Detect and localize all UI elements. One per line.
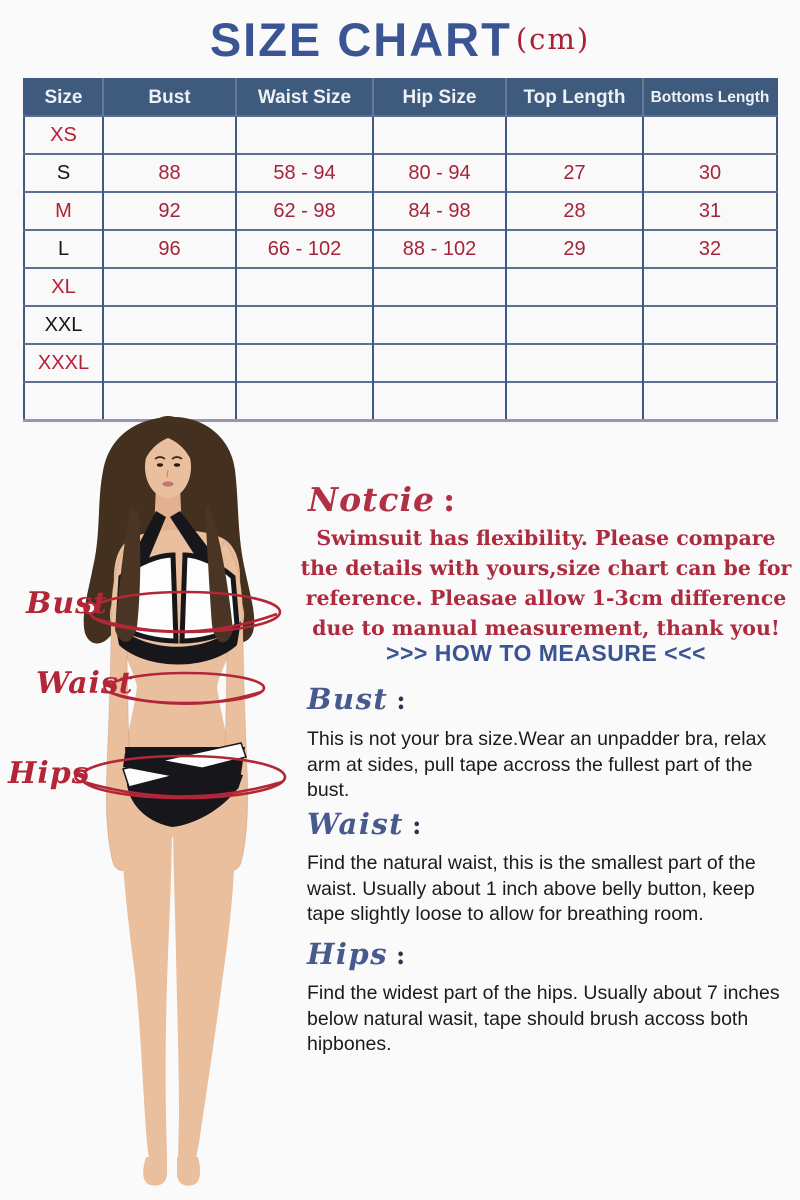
- size-cell: XS: [24, 116, 103, 154]
- hip-cell: [373, 344, 506, 382]
- col-header-top-length: Top Length: [506, 79, 643, 116]
- size-cell: L: [24, 230, 103, 268]
- hips-section-colon: :: [396, 941, 407, 970]
- waist-section-colon: :: [412, 811, 423, 840]
- waist-section-title: Waist: [307, 807, 405, 841]
- size-cell: M: [24, 192, 103, 230]
- bottoms-length-cell: [643, 116, 777, 154]
- bottoms-length-cell: 31: [643, 192, 777, 230]
- top-length-cell: [506, 116, 643, 154]
- waist-label: Waist: [36, 666, 134, 701]
- table-row-m: [24, 192, 777, 230]
- hip-cell: 88 - 102: [373, 230, 506, 268]
- bust-cell: [103, 306, 236, 344]
- top-length-cell: [506, 344, 643, 382]
- col-header-waist: Waist Size: [236, 79, 373, 116]
- bust-cell: [103, 116, 236, 154]
- col-header-bust: Bust: [103, 79, 236, 116]
- hips-section-body: Find the widest part of the hips. Usually about 7 inches below natural wasit, tape should brush accoss both hipbones.: [307, 982, 780, 1055]
- bottoms-length-cell: [643, 382, 777, 421]
- bust-cell: [103, 268, 236, 306]
- bust-section-heading: [307, 682, 407, 716]
- table-row-s: [24, 154, 777, 192]
- top-length-cell: [506, 306, 643, 344]
- bust-section-title: Bust: [307, 682, 389, 716]
- notice-heading-text: Notcie: [308, 480, 436, 519]
- size-table-header: [24, 79, 777, 116]
- hip-cell: [373, 306, 506, 344]
- top-length-cell: 28: [506, 192, 643, 230]
- size-table: [23, 78, 778, 422]
- face: [144, 432, 192, 498]
- waist-cell: [236, 306, 373, 344]
- hip-cell: [373, 116, 506, 154]
- table-row-xl: [24, 268, 777, 306]
- hips-section-heading: [307, 937, 407, 971]
- how-to-measure-heading: >>> HOW TO MEASURE <<<: [386, 640, 706, 666]
- hips-section-title: Hips: [307, 937, 389, 971]
- bust-cell: [103, 344, 236, 382]
- size-table-body: [24, 116, 777, 421]
- col-header-hip: Hip Size: [373, 79, 506, 116]
- bottoms-length-cell: [643, 306, 777, 344]
- waist-cell: 62 - 98: [236, 192, 373, 230]
- table-row-xxxl: [24, 344, 777, 382]
- bottoms-length-cell: 30: [643, 154, 777, 192]
- hips-label: Hips: [8, 756, 90, 791]
- hip-cell: 80 - 94: [373, 154, 506, 192]
- notice-heading-colon: :: [443, 480, 457, 519]
- top-length-cell: 29: [506, 230, 643, 268]
- top-length-cell: [506, 268, 643, 306]
- bottoms-length-cell: [643, 268, 777, 306]
- size-cell: XL: [24, 268, 103, 306]
- size-cell: XXL: [24, 306, 103, 344]
- waist-section-heading: [307, 807, 423, 841]
- model-photo: [25, 415, 325, 1195]
- hip-cell: [373, 382, 506, 421]
- size-cell: XXXL: [24, 344, 103, 382]
- hip-cell: [373, 268, 506, 306]
- header-row: [24, 79, 777, 116]
- table-row-l: [24, 230, 777, 268]
- bust-section-body: This is not your bra size.Wear an unpadder bra, relax arm at sides, pull tape accross the fullest part of the bust.: [307, 728, 767, 801]
- page-title-unit: (cm): [515, 22, 591, 56]
- notice-body: Swimsuit has flexibility. Please compare the details with yours,size chart can be for reference. Pleasae allow 1-3cm difference due to manual measurement, thank you!: [300, 526, 792, 640]
- hip-cell: 84 - 98: [373, 192, 506, 230]
- page-title: [0, 12, 800, 67]
- waist-cell: 66 - 102: [236, 230, 373, 268]
- bottoms-length-cell: [643, 344, 777, 382]
- notice-heading: [308, 480, 456, 519]
- size-cell: S: [24, 154, 103, 192]
- bust-label: Bust: [26, 586, 108, 621]
- bust-cell: 88: [103, 154, 236, 192]
- waist-cell: 58 - 94: [236, 154, 373, 192]
- model-illustration: [25, 415, 325, 1195]
- waist-cell: [236, 116, 373, 154]
- bust-section-colon: :: [396, 686, 408, 715]
- bust-cell: 92: [103, 192, 236, 230]
- col-header-bottoms-length: Bottoms Length: [643, 79, 777, 116]
- table-row-xxl: [24, 306, 777, 344]
- page-title-text: SIZE CHART: [209, 13, 512, 66]
- col-header-size: Size: [24, 79, 103, 116]
- top-length-cell: [506, 382, 643, 421]
- table-row-xs: [24, 116, 777, 154]
- waist-cell: [236, 344, 373, 382]
- top-length-cell: 27: [506, 154, 643, 192]
- waist-cell: [236, 268, 373, 306]
- waist-section-body: Find the natural waist, this is the smallest part of the waist. Usually about 1 inch above belly button, keep tape slightly loose to allow for breathing room.: [307, 852, 756, 925]
- bust-cell: 96: [103, 230, 236, 268]
- bottoms-length-cell: 32: [643, 230, 777, 268]
